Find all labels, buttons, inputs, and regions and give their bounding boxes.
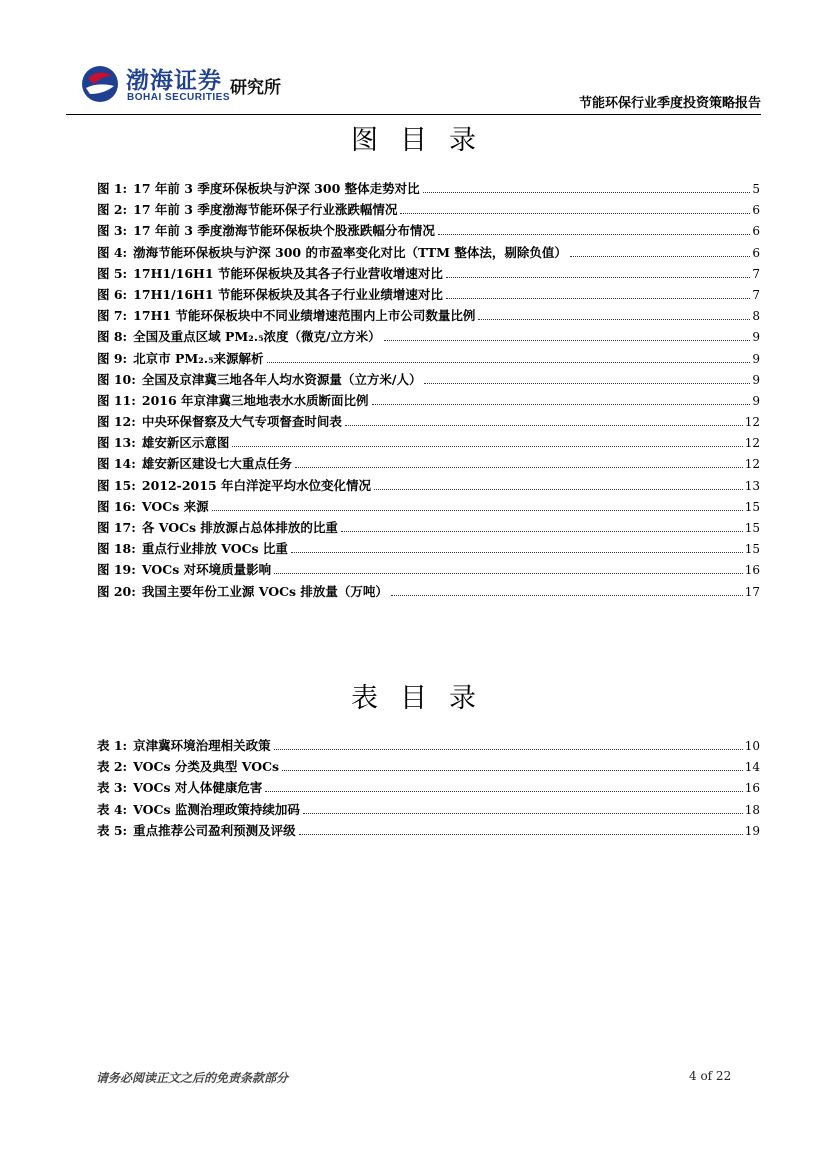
toc-entry-title: 各 VOCs 排放源占总体排放的比重	[141, 520, 338, 535]
toc-leader-dots	[446, 298, 750, 299]
toc-leader-dots	[391, 595, 743, 596]
toc-leader-dots	[267, 362, 751, 363]
figure-toc-entry[interactable]	[97, 433, 760, 454]
toc-leader-dots	[274, 749, 743, 750]
brand-name-cn: 渤海证券	[126, 67, 222, 94]
toc-leader-dots	[345, 425, 743, 426]
toc-entry-page: 10	[744, 739, 760, 753]
toc-leader-dots	[372, 404, 751, 405]
toc-leader-dots	[295, 467, 743, 468]
toc-entry-page: 9	[752, 351, 760, 366]
toc-entry-title: VOCs 对人体健康危害	[133, 780, 263, 796]
toc-entry-page: 12	[744, 436, 760, 451]
table-toc-entry[interactable]	[97, 736, 760, 757]
toc-entry-label: 图 9:	[97, 350, 128, 366]
toc-entry-label: 图 4:	[97, 244, 128, 260]
figure-toc-entry[interactable]	[97, 306, 760, 327]
toc-entry-label: 图 15:	[97, 477, 136, 493]
figure-toc-entry[interactable]	[97, 370, 760, 391]
toc-leader-dots	[341, 531, 743, 532]
toc-entry-page: 7	[752, 287, 760, 302]
toc-entry-label: 图 16:	[97, 498, 136, 514]
figure-toc-entry[interactable]	[97, 349, 760, 370]
table-toc-entry[interactable]	[97, 800, 760, 821]
toc-entry-page: 9	[752, 330, 760, 345]
toc-entry-label: 表 3:	[97, 780, 128, 796]
toc-entry-title: 17 年前 3 季度渤海节能环保板块个股涨跌幅分布情况	[133, 223, 435, 239]
toc-entry-page: 5	[752, 182, 760, 196]
toc-entry-label: 表 5:	[97, 822, 128, 838]
toc-entry-page: 16	[744, 781, 760, 796]
toc-entry-title: 17H1/16H1 节能环保板块及其各子行业业绩增速对比	[133, 286, 443, 302]
header-divider	[66, 114, 761, 115]
toc-entry-title: 全国及重点区域 PM₂.₅浓度（微克/立方米）	[133, 329, 381, 345]
toc-entry-label: 图 3:	[97, 223, 128, 239]
toc-entry-title: 17H1/16H1 节能环保板块及其各子行业营收增速对比	[133, 265, 443, 281]
toc-entry-page: 7	[752, 266, 760, 281]
institute-label: 研究所	[230, 78, 281, 98]
toc-leader-dots	[423, 192, 751, 193]
toc-entry-page: 18	[744, 802, 760, 817]
toc-entry-page: 13	[744, 478, 760, 493]
toc-leader-dots	[424, 383, 750, 384]
toc-leader-dots	[570, 256, 751, 257]
toc-leader-dots	[299, 834, 743, 835]
figure-toc-entry[interactable]	[97, 200, 760, 221]
toc-entry-title: VOCs 分类及典型 VOCs	[133, 759, 280, 775]
toc-entry-page: 12	[744, 457, 760, 472]
toc-entry-label: 表 2:	[97, 759, 128, 775]
toc-entry-page: 15	[744, 499, 760, 514]
figure-toc-entry[interactable]	[97, 221, 760, 242]
toc-entry-page: 17	[744, 584, 760, 599]
toc-entry-page: 15	[744, 542, 760, 557]
toc-entry-title: 我国主要年份工业源 VOCs 排放量（万吨）	[141, 583, 388, 599]
footer-disclaimer: 请务必阅读正文之后的免责条款部分	[96, 1071, 289, 1085]
table-toc-entry[interactable]	[97, 821, 760, 842]
toc-entry-page: 6	[752, 224, 760, 239]
toc-leader-dots	[232, 446, 742, 447]
toc-entry-label: 图 2:	[97, 202, 128, 218]
toc-entry-title: VOCs 对环境质量影响	[141, 562, 272, 578]
figure-toc-entry[interactable]	[97, 560, 760, 581]
figure-list-title: 图目录	[351, 125, 498, 156]
toc-entry-label: 图 6:	[97, 286, 128, 302]
toc-entry-page: 9	[752, 372, 760, 387]
toc-entry-label: 图 11:	[97, 392, 136, 408]
toc-entry-page: 6	[752, 203, 760, 218]
toc-entry-label: 图 13:	[97, 435, 136, 451]
toc-entry-label: 图 7:	[97, 308, 128, 324]
toc-entry-page: 15	[744, 521, 760, 535]
bohai-logo-icon	[80, 64, 120, 104]
toc-entry-label: 图 18:	[97, 541, 136, 557]
report-title: 节能环保行业季度投资策略报告	[578, 96, 761, 111]
toc-entry-title: 2016 年京津冀三地地表水水质断面比例	[141, 392, 369, 408]
toc-entry-label: 图 14:	[97, 456, 136, 472]
figure-toc-entry[interactable]	[97, 454, 760, 475]
toc-entry-page: 19	[744, 823, 760, 838]
toc-entry-title: 雄安新区建设七大重点任务	[141, 456, 292, 472]
toc-entry-title: 雄安新区示意图	[141, 435, 230, 451]
toc-entry-page: 6	[752, 245, 760, 260]
toc-entry-title: 北京市 PM₂.₅来源解析	[133, 350, 264, 366]
toc-entry-page: 8	[752, 309, 760, 324]
toc-entry-label: 表 4:	[97, 801, 128, 817]
figure-toc-entry[interactable]	[97, 412, 760, 433]
toc-entry-title: VOCs 监测治理政策持续加码	[133, 801, 300, 817]
toc-entry-label: 图 5:	[97, 265, 128, 281]
toc-entry-label: 图 8:	[97, 329, 128, 345]
figure-toc-entry[interactable]	[97, 476, 760, 497]
figure-toc-entry[interactable]	[97, 391, 760, 412]
toc-entry-label: 图 17:	[97, 520, 136, 535]
toc-entry-title: 17 年前 3 季度环保板块与沪深 300 整体走势对比	[133, 181, 420, 196]
table-list-title: 表目录	[351, 683, 498, 714]
table-list	[97, 736, 760, 842]
figure-toc-entry[interactable]	[97, 582, 760, 603]
figure-toc-entry[interactable]	[97, 264, 760, 285]
toc-entry-title: 全国及京津冀三地各年人均水资源量（立方米/人）	[141, 371, 422, 387]
figure-toc-entry[interactable]	[97, 327, 760, 348]
toc-entry-label: 表 1:	[97, 738, 128, 753]
toc-leader-dots	[291, 552, 743, 553]
toc-leader-dots	[384, 340, 751, 341]
toc-entry-title: 重点行业排放 VOCs 比重	[141, 541, 288, 557]
toc-entry-label: 图 12:	[97, 414, 136, 430]
toc-entry-label: 图 20:	[97, 583, 136, 599]
page-number: 4 of 22	[689, 1069, 732, 1083]
toc-leader-dots	[303, 813, 743, 814]
toc-leader-dots	[274, 573, 743, 574]
toc-entry-title: 重点推荐公司盈利预测及评级	[133, 822, 296, 838]
toc-leader-dots	[446, 277, 750, 278]
figure-list	[97, 179, 760, 603]
toc-leader-dots	[265, 791, 742, 792]
toc-entry-title: 17H1 节能环保板块中不同业绩增速范围内上市公司数量比例	[133, 308, 476, 324]
toc-entry-page: 9	[752, 393, 760, 408]
figure-toc-entry[interactable]	[97, 497, 760, 518]
toc-leader-dots	[212, 510, 743, 511]
brand-name-en: BOHAI SECURITIES	[127, 92, 231, 103]
toc-leader-dots	[400, 213, 750, 214]
toc-entry-title: 2012-2015 年白洋淀平均水位变化情况	[141, 477, 371, 493]
toc-leader-dots	[438, 234, 751, 235]
toc-entry-label: 图 19:	[97, 562, 136, 578]
toc-entry-page: 14	[744, 760, 760, 775]
toc-leader-dots	[374, 489, 743, 490]
toc-entry-label: 图 10:	[97, 371, 136, 387]
toc-entry-label: 图 1:	[97, 181, 128, 196]
toc-leader-dots	[478, 319, 750, 320]
page-header	[66, 58, 761, 114]
toc-entry-title: 17 年前 3 季度渤海节能环保子行业涨跌幅情况	[133, 202, 398, 218]
figure-toc-entry[interactable]	[97, 179, 760, 200]
toc-entry-title: 京津冀环境治理相关政策	[133, 738, 271, 753]
toc-entry-title: 中央环保督察及大气专项督查时间表	[141, 414, 342, 430]
figure-toc-entry[interactable]	[97, 539, 760, 560]
figure-toc-entry[interactable]	[97, 243, 760, 264]
figure-toc-entry[interactable]	[97, 518, 760, 539]
table-toc-entry[interactable]	[97, 757, 760, 778]
figure-toc-entry[interactable]	[97, 285, 760, 306]
toc-entry-title: VOCs 来源	[141, 498, 209, 514]
toc-entry-title: 渤海节能环保板块与沪深 300 的市盈率变化对比（TTM 整体法，剔除负值）	[133, 244, 567, 260]
toc-entry-page: 12	[744, 415, 760, 430]
toc-entry-page: 16	[744, 563, 760, 578]
toc-leader-dots	[282, 770, 743, 771]
table-toc-entry[interactable]	[97, 778, 760, 799]
